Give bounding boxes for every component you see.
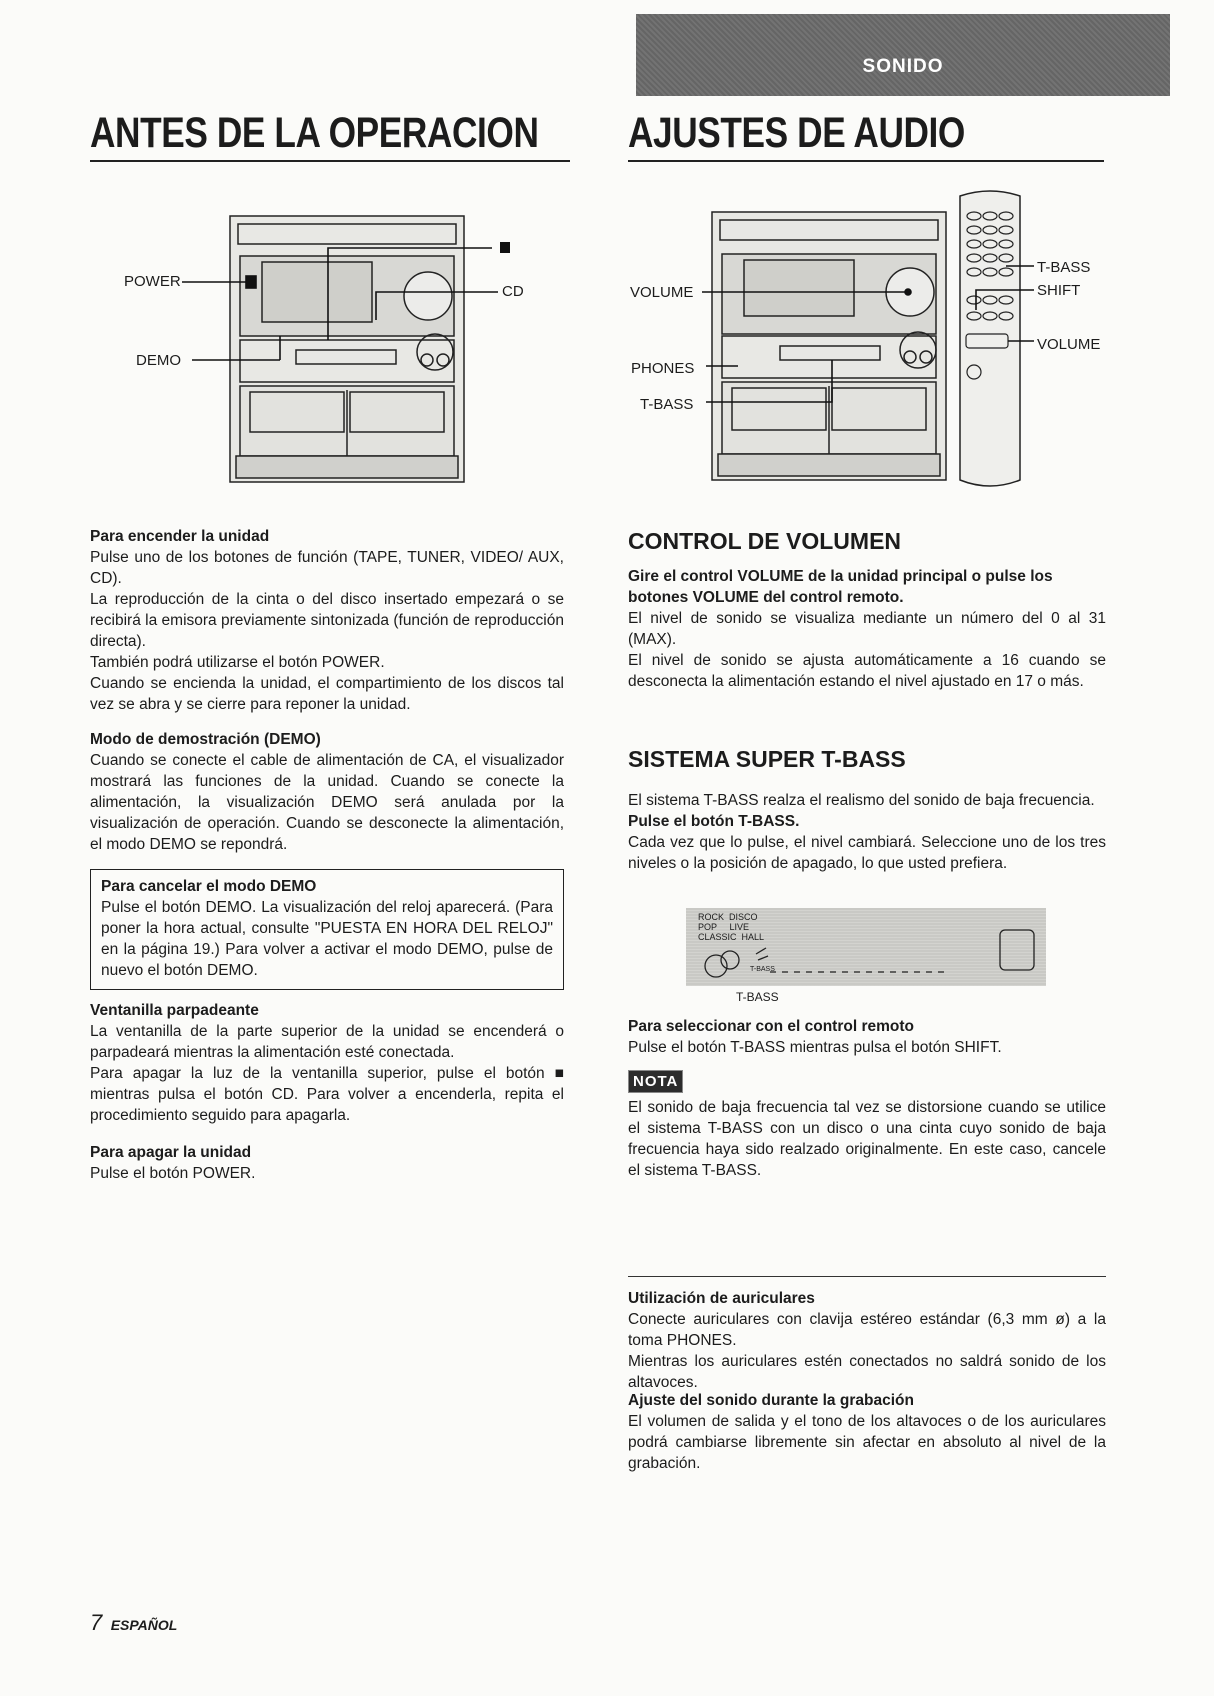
left-page-title: ANTES DE LA OPERACION [90,109,539,157]
label-power: POWER [124,273,181,290]
box-heading: Para cancelar el modo DEMO [101,878,317,895]
nota-badge: NOTA [628,1070,683,1093]
display-rock: ROCK [698,912,725,922]
footer-language: ESPAÑOL [110,1617,178,1633]
recording-p1: El volumen de salida y el tono de los altavoces o de los auriculares podrá cambiarse libremente sin afectar en absoluto al nivel de la grabación. [628,1413,1106,1472]
display-pop: POP [698,922,718,932]
display-classic: CLASSIC [698,932,737,942]
headphones-heading: Utilización de auriculares [628,1290,815,1307]
display-graphics [686,908,1046,986]
bottom-rule [628,1276,1106,1277]
tbass-section-title: SISTEMA SUPER T-BASS [628,746,906,772]
label-demo: DEMO [136,352,181,369]
s3-heading: Ventanilla parpadeante [90,1002,259,1019]
display-hall: HALL [741,932,765,942]
label-tbass-unit: T-BASS [640,396,694,413]
tbass-p2: Cada vez que lo pulse, el nivel cambiará. Seleccione uno de los tres niveles o la posición de apagado, lo que usted prefiera. [628,834,1106,872]
label-cd: CD [502,283,524,300]
tbass-p1: El sistema T-BASS realza el realismo del sonido de baja frecuencia. [628,792,1095,809]
headphones-p1: Conecte auriculares con clavija estéreo estándar (6,3 mm ø) a la toma PHONES. [628,1311,1106,1349]
s2-p1: Cuando se conecte el cable de alimentación de CA, el visualizador mostrará las funciones de la unidad. Cuando se conecte la alimentación, la visualización DEMO será anulada por la visualización de operación. Cuando se desconecte la alimentación, el modo DEMO se repondrá. [90,752,564,853]
s1-heading: Para encender la unidad [90,528,270,545]
s4-p1: Pulse el botón POWER. [90,1165,256,1182]
label-phones: PHONES [631,360,695,377]
display-tbass-text: T-BASS [750,966,775,973]
s1-p1: Pulse uno de los botones de función (TAPE, TUNER, VIDEO/ AUX, CD). [90,549,564,587]
page-number: 7 [90,1610,103,1635]
banner-label: SONIDO [862,56,944,77]
display-live: LIVE [729,922,750,932]
nota-text: El sonido de baja frecuencia tal vez se distorsione cuando se utilice el sistema T-BASS con un disco o una cinta cuyo sonido de baja frecuencia haya sido realzado originalmente. En este caso, cancele el sistema T-BASS. [628,1099,1106,1179]
volume-p1: El nivel de sonido se visualiza mediante un número del 0 al 31 (MAX). [628,610,1106,648]
s1-p3: También podrá utilizarse el botón POWER. [90,654,385,671]
display-tbass-label: T-BASS [736,990,779,1004]
recording-heading: Ajuste del sonido durante la grabación [628,1392,914,1409]
remote-heading: Para seleccionar con el control remoto [628,1018,914,1035]
right-page-title: AJUSTES DE AUDIO [628,109,965,157]
volume-instruction: Gire el control VOLUME de la unidad principal o pulse los botones VOLUME del control remoto. [628,568,1053,606]
page-footer [90,1610,177,1636]
remote-p1: Pulse el botón T-BASS mientras pulsa el botón SHIFT. [628,1039,1002,1056]
s3-p2: Para apagar la luz de la ventanilla superior, pulse el botón ■ mientras pulsa el botón CD. Para volver a encenderla, repita el procedimiento seguido para apagarla. [90,1065,564,1124]
s1-p4: Cuando se encienda la unidad, el compartimiento de los discos tal vez se abra y se cierre para reponer la unidad. [90,675,564,713]
tbass-instruction: Pulse el botón T-BASS. [628,813,800,830]
label-tbass-remote: T-BASS [1037,259,1091,276]
volume-p2: El nivel de sonido se ajusta automáticamente a 16 cuando se desconecta la alimentación estando el nivel ajustado en 17 o más. [628,652,1106,690]
label-volume-remote: VOLUME [1037,336,1101,353]
label-shift-remote: SHIFT [1037,282,1081,299]
s3-p1: La ventanilla de la parte superior de la unidad se encenderá o parpadeará mientras la alimentación esté conectada. [90,1023,564,1061]
s4-heading: Para apagar la unidad [90,1144,252,1161]
label-volume: VOLUME [630,284,694,301]
headphones-p2: Mientras los auriculares estén conectados no saldrá sonido de los altavoces. [628,1353,1106,1391]
display-disco: DISCO [729,912,758,922]
s2-heading: Modo de demostración (DEMO) [90,731,321,748]
s1-p2: La reproducción de la cinta o del disco insertado empezará o se recibirá la emisora previamente sintonizada (función de reproducción directa). [90,591,564,650]
box-p1: Pulse el botón DEMO. La visualización del reloj aparecerá. (Para poner la hora actual, consulte "PUESTA EN HORA DEL RELOJ" en la página 19.) Para volver a activar el modo DEMO, pulse de nuevo el botón DEMO. [101,899,553,979]
volume-section-title: CONTROL DE VOLUMEN [628,528,902,554]
tbass-display [686,908,1046,986]
